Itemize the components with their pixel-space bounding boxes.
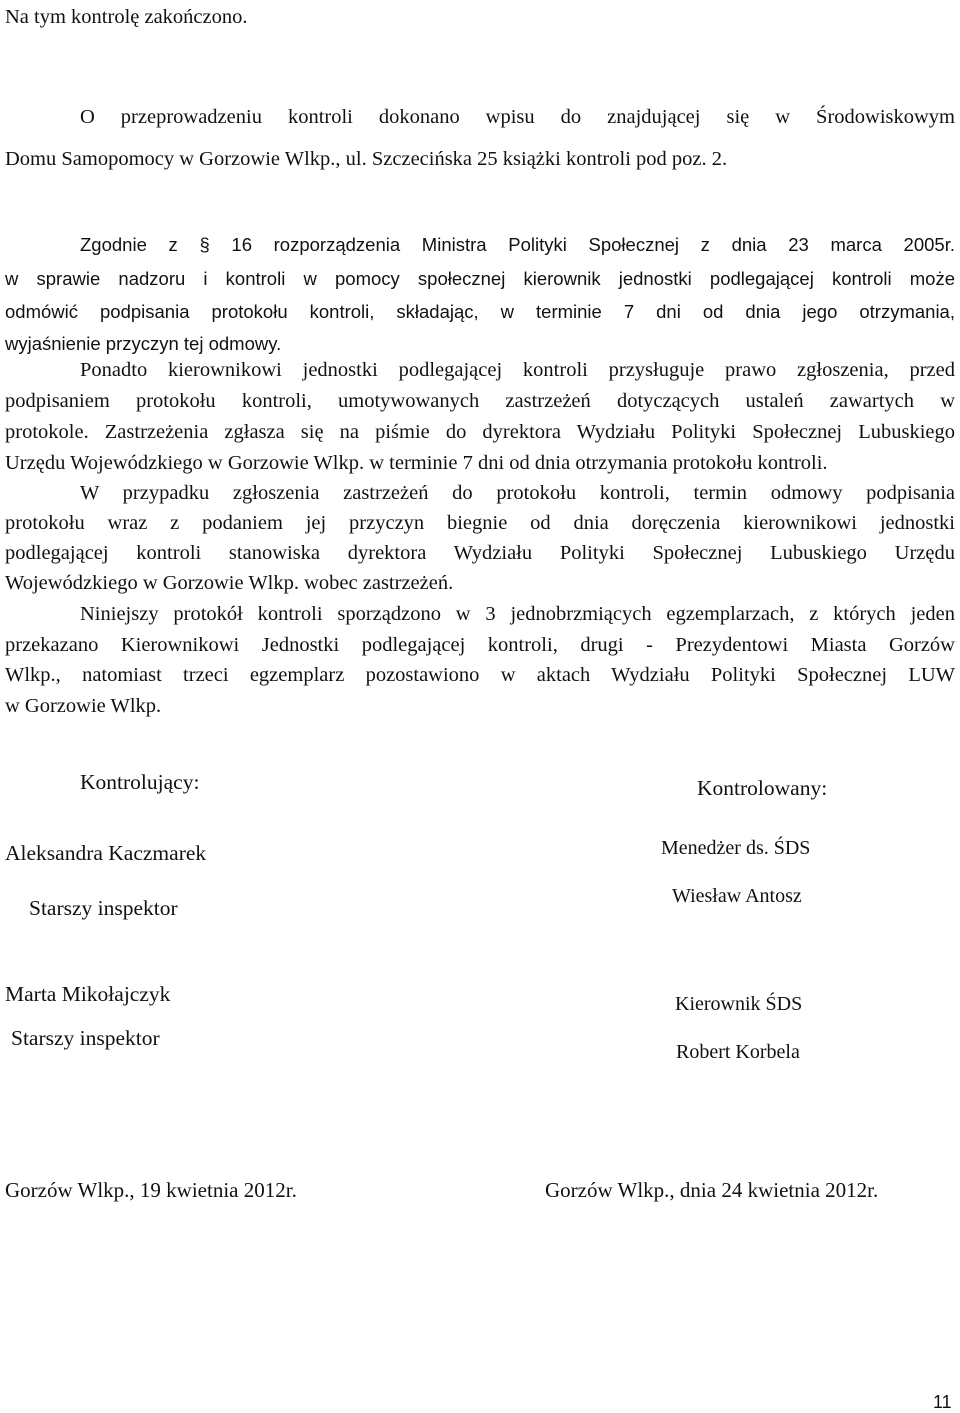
- refusal-line-1: W przypadku zgłoszenia zastrzeżeń do protokołu kontroli, termin odmowy podpisania: [80, 482, 955, 504]
- refusal-line-2: protokołu wraz z podaniem jej przyczyn biegnie od dnia doręczenia kierownikowi jednostki: [5, 512, 955, 534]
- inspection-date-left: Gorzów Wlkp., 19 kwietnia 2012r.: [5, 1178, 297, 1202]
- regulation-line-4: wyjaśnienie przyczyn tej odmowy.: [5, 333, 282, 354]
- inspected-name-2: Robert Korbela: [676, 1041, 800, 1063]
- entry-note-line-1: O przeprowadzeniu kontroli dokonano wpisu do znajdującej się w Środowiskowym: [80, 106, 955, 128]
- entry-note-line-2: Domu Samopomocy w Gorzowie Wlkp., ul. Szczecińska 25 książki kontroli pod poz. 2.: [5, 148, 728, 170]
- copies-line-1: Niniejszy protokół kontroli sporządzono w 3 jednobrzmiących egzemplarzach, z których jeden: [80, 603, 955, 625]
- inspector-name-2: Marta Mikołajczyk: [5, 982, 171, 1006]
- regulation-line-2: w sprawie nadzoru i kontroli w pomocy społecznej kierownik jednostki podlegającej kontroli może: [5, 268, 955, 289]
- copies-line-4: w Gorzowie Wlkp.: [5, 695, 162, 717]
- inspector-title-2: Starszy inspektor: [11, 1026, 160, 1050]
- copies-line-2: przekazano Kierownikowi Jednostki podlegającej kontroli, drugi - Prezydentowi Miasta Gorzów: [5, 634, 955, 656]
- regulation-line-3: odmówić podpisania protokołu kontroli, składając, w terminie 7 dni od dnia jego otrzymania,: [5, 301, 955, 322]
- inspection-date-right: Gorzów Wlkp., dnia 24 kwietnia 2012r.: [545, 1178, 879, 1202]
- inspector-title-1: Starszy inspektor: [29, 896, 178, 920]
- regulation-line-1: Zgodnie z § 16 rozporządzenia Ministra Polityki Społecznej z dnia 23 marca 2005r.: [80, 234, 955, 255]
- objections-line-2: podpisaniem protokołu kontroli, umotywowanych zastrzeżeń dotyczących ustaleń zawartych w: [5, 390, 955, 412]
- objections-line-4: Urzędu Wojewódzkiego w Gorzowie Wlkp. w terminie 7 dni od dnia otrzymania protokołu kontroli.: [5, 452, 828, 474]
- inspected-title-2: Kierownik ŚDS: [675, 993, 803, 1015]
- inspected-name-1: Wiesław Antosz: [672, 885, 802, 907]
- closing-line: Na tym kontrolę zakończono.: [5, 6, 248, 28]
- inspector-name-1: Aleksandra Kaczmarek: [5, 841, 207, 865]
- copies-line-3: Wlkp., natomiast trzeci egzemplarz pozostawiono w aktach Wydziału Polityki Społecznej LUW: [5, 664, 955, 686]
- objections-line-1: Ponadto kierownikowi jednostki podlegającej kontroli przysługuje prawo zgłoszenia, przed: [80, 359, 955, 381]
- inspected-title-1: Menedżer ds. ŚDS: [661, 837, 811, 859]
- refusal-line-4: Wojewódzkiego w Gorzowie Wlkp. wobec zastrzeżeń.: [5, 572, 454, 594]
- page-number: 11: [933, 1392, 952, 1412]
- refusal-line-3: podlegającej kontroli stanowiska dyrektora Wydziału Polityki Społecznej Lubuskiego Urzędu: [5, 542, 955, 564]
- inspected-heading: Kontrolowany:: [697, 776, 828, 800]
- objections-line-3: protokole. Zastrzeżenia zgłasza się na piśmie do dyrektora Wydziału Polityki Społecznej Lubuskiego: [5, 421, 955, 443]
- inspector-heading: Kontrolujący:: [80, 770, 200, 794]
